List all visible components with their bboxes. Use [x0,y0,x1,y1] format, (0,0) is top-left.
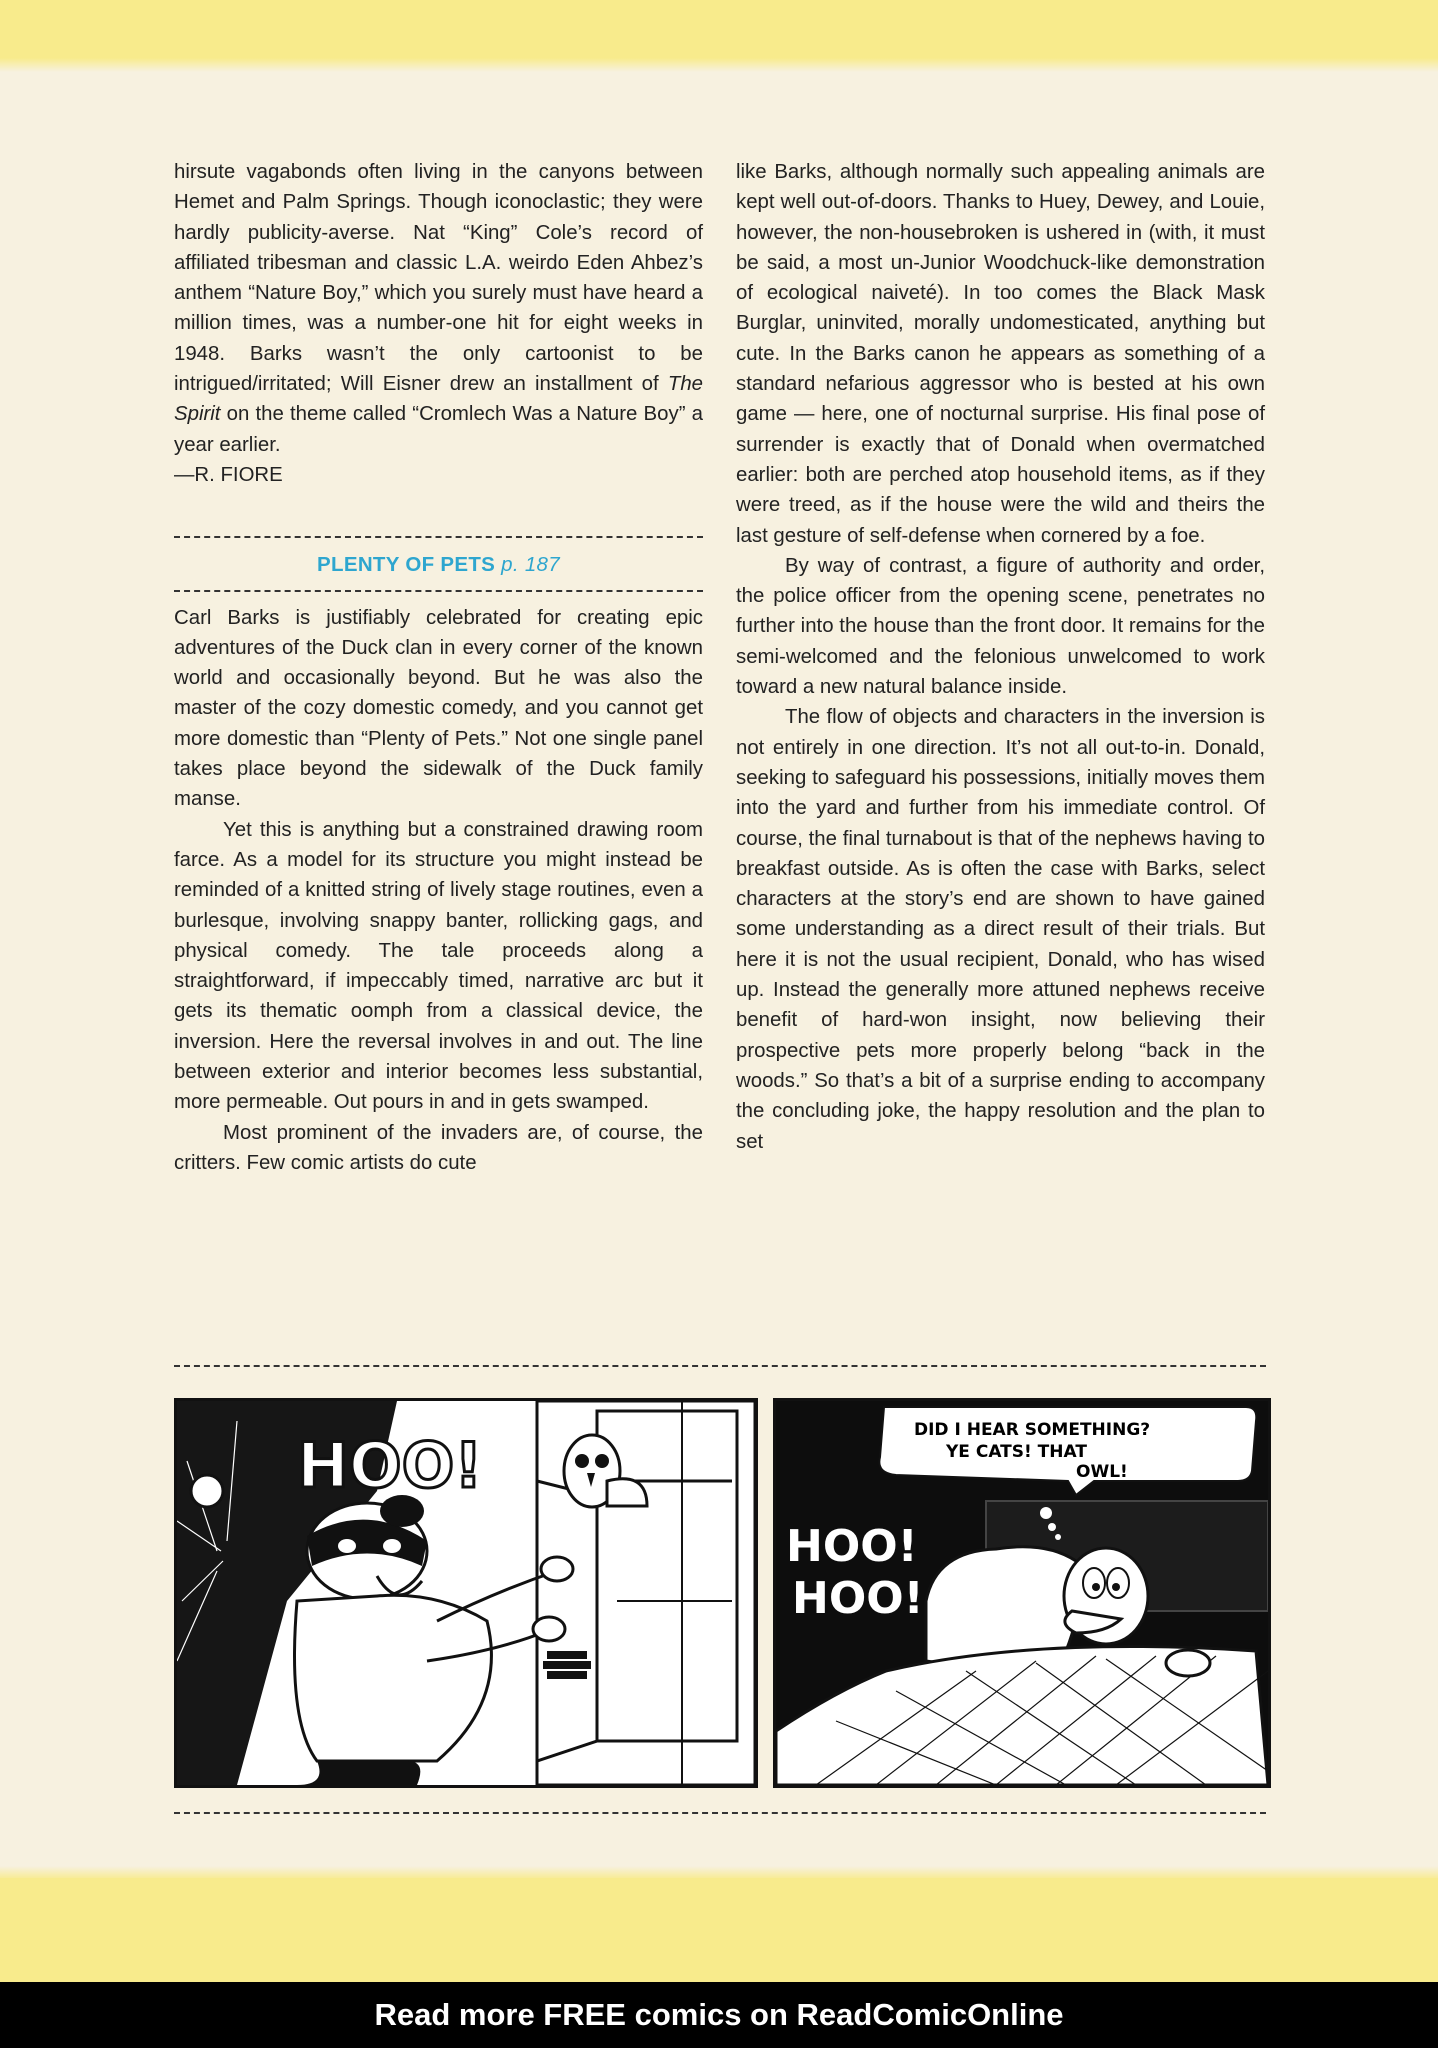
comic-panel-burglar-owl [174,1398,758,1788]
right-column [736,157,1265,1157]
body-paragraph: Yet this is anything but a constrained drawing room farce. As a model for its structure you might instead be reminded of a knitted string of lively stage routines, even a burlesque, involving snappy banter, rollicking gags, and physical comedy. The tale proceeds along a straightforward, if impeccably timed, narrative arc but it gets its thematic oomph from a classical device, the inversion. Here the reversal involves in and out. The line between exterior and interior becomes less substantial, more permeable. Out pours in and in gets swamped. [174,818,703,1114]
bottom-yellow-band [0,1878,1438,1982]
hoo-sound-effect-1: HOO! [786,1521,918,1572]
panel-divider-bottom [174,1812,1266,1814]
spacer [174,592,703,603]
section-page-ref: p. 187 [501,553,560,577]
body-paragraph: The flow of objects and characters in the inversion is not entirely in one direction. It’s not all out-to-in. Donald, seeking to safeguard his possessions, initially moves them into the yard and further from his immediate control. Of course, the final turnabout is that of the nephews having to breakfast outside. As is often the case with Barks, select characters at the story’s end are shown to have gained some understanding as a direct result of their trials. But here it is not the usual recipient, Donald, who has wised up. Instead the generally more attuned nephews receive benefit of hard-won insight, now believing their prospective pets more properly belong “back in the woods.” So that’s a bit of a surprise ending to accompany the concluding joke, the happy resolution and the plan to set [736,706,1265,1153]
body-paragraph: Carl Barks is justifiably celebrated for creating epic adventures of the Duck clan in every corner of the known world and occasionally beyond. But he was also the master of the cozy domestic comedy, and you cannot get more domestic than “Plenty of Pets.” Not one single panel takes place beyond the sidewalk of the Duck family manse. [174,606,703,811]
body-paragraph: By way of contrast, a figure of authority and order, the police officer from the opening scene, penetrates no further into the house than the front door. It remains for the semi-welcomed and the felonious unwelcomed to work toward a new natural balance inside. [736,554,1265,699]
intro-title-italic: The Spirit [174,373,703,426]
footer-banner[interactable] [0,1982,1438,2048]
balloon-line-1: DID I HEAR SOMETHING? [914,1420,1151,1440]
author-signature: —R. FIORE [174,463,283,486]
balloon-line-3: OWL! [1076,1462,1128,1482]
body-paragraph: like Barks, although normally such appealing animals are kept well out-of-doors. Thanks to Huey, Dewey, and Louie, however, the non-housebroken is ushered in (with, it must be said, a most un-Junior Woodchuck-like demonstration of ecological naiveté). In too comes the Black Mask Burglar, uninvited, morally undomesticated, anything but cute. In the Barks canon he appears as something of a standard nefarious aggressor who is bested at his own game — here, one of nocturnal surprise. His final pose of surrender is exactly that of Donald when overmatched earlier: both are perched atop household items, as if they were treed, as if the house were the wild and theirs the last gesture of self-defense when cornered by a foe. [736,161,1265,547]
donald-bed-illustration [776,1401,1268,1785]
intro-text-b: on the theme called “Cromlech Was a Nature Boy” a year earlier. [174,403,703,456]
top-yellow-band [0,0,1438,62]
burglar-owl-illustration [177,1401,755,1785]
intro-paragraph [174,157,703,460]
body-paragraph: Most prominent of the invaders are, of course, the critters. Few comic artists do cute [174,1121,703,1174]
footer-banner-text: Read more FREE comics on ReadComicOnline [374,1997,1064,2032]
hoo-sound-effect-2: HOO! [792,1573,924,1624]
panel-divider-top [174,1365,1266,1367]
comic-panel-donald-bed [773,1398,1271,1788]
intro-text-a: hirsute vagabonds often living in the canyons between Hemet and Palm Springs. Though iconoclastic; they were hardly publicity-averse. Nat “King” Cole’s record of affiliated tribesman and classic L.A. weirdo Eden Ahbez’s anthem “Nature Boy,” which you surely must have heard a million times, was a number-one hit for eight weeks in 1948. Barks wasn’t the only cartoonist to be intrigued/irritated; Will Eisner drew an installment of [174,161,703,396]
section-title-text: PLENTY OF PETS [317,553,496,577]
spacer [174,490,703,536]
top-band-edge [0,58,1438,72]
balloon-line-2: YE CATS! THAT [946,1442,1087,1462]
section-title [174,538,703,589]
left-column [174,157,703,1178]
hoo-sound-effect: HOO! [297,1429,483,1502]
